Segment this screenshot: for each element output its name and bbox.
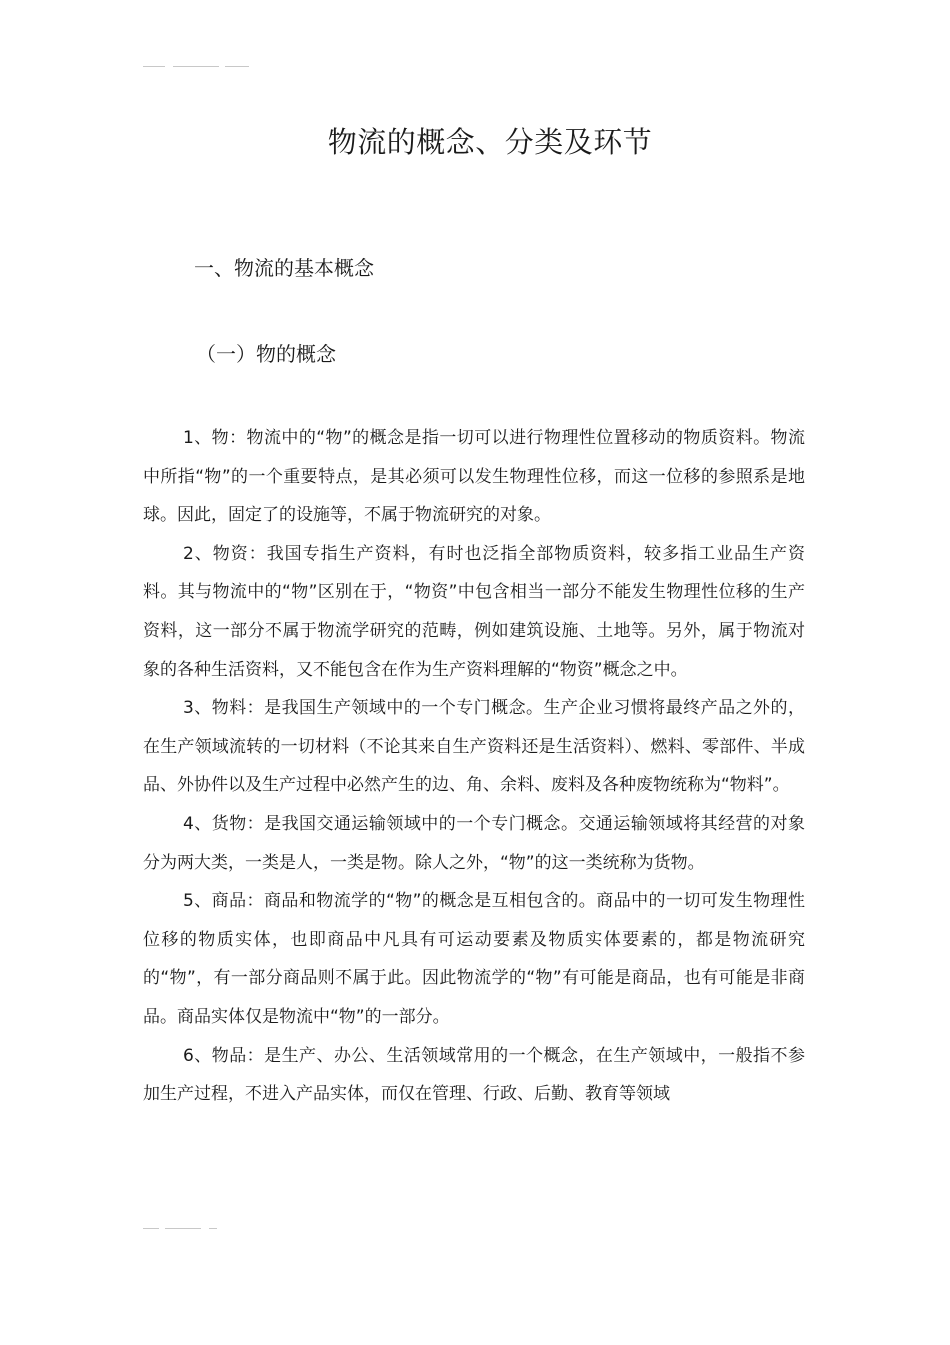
header-watermark [143,64,249,70]
paragraph-wuliao: 3、物料：是我国生产领域中的一个专门概念。生产企业习惯将最终产品之外的，在生产领域流转的一切材料（不论其来自生产资料还是生活资料）、燃料、零部件、半成品、外协件以及生产过程中必然产生的边、角、余料、废料及各种废物统称为“物料”。 [143,698,805,796]
section-heading: 一、物流的基本概念 [194,256,374,280]
paragraph-wuzi: 2、物资：我国专指生产资料，有时也泛指全部物质资料，较多指工业品生产资料。其与物流中的“物”区别在于，“物资”中包含相当一部分不能发生物理性位移的生产资料，这一部分不属于物流学研究的范畴，例如建筑设施、土地等。另外，属于物流对象的各种生活资料，又不能包含在作为生产资料理解的“物资”概念之中。 [143,543,805,680]
paragraph-wupin: 6、物品：是生产、办公、生活领域常用的一个概念，在生产领域中，一般指不参加生产过程，不进入产品实体，而仅在管理、行政、后勤、教育等领域 [143,1045,805,1105]
body-text [143,419,805,1114]
paragraph-shangpin: 5、商品：商品和物流学的“物”的概念是互相包含的。商品中的一切可发生物理性位移的物质实体，也即商品中凡具有可运动要素及物质实体要素的，都是物流研究的“物”，有一部分商品则不属于此。因此物流学的“物”有可能是商品，也有可能是非商品。商品实体仅是物流中“物”的一部分。 [143,891,805,1027]
document-title: 物流的概念、分类及环节 [327,125,653,159]
paragraph-huowu: 4、货物：是我国交通运输领域中的一个专门概念。交通运输领域将其经营的对象分为两大类，一类是人，一类是物。除人之外，“物”的这一类统称为货物。 [143,813,805,873]
footer-watermark [143,1226,217,1232]
subsection-heading: （一）物的概念 [196,342,336,366]
paragraph-wu: 1、物：物流中的“物”的概念是指一切可以进行物理性位置移动的物质资料。物流中所指“物”的一个重要特点，是其必须可以发生物理性位移，而这一位移的参照系是地球。因此，固定了的设施等，不属于物流研究的对象。 [143,428,805,526]
